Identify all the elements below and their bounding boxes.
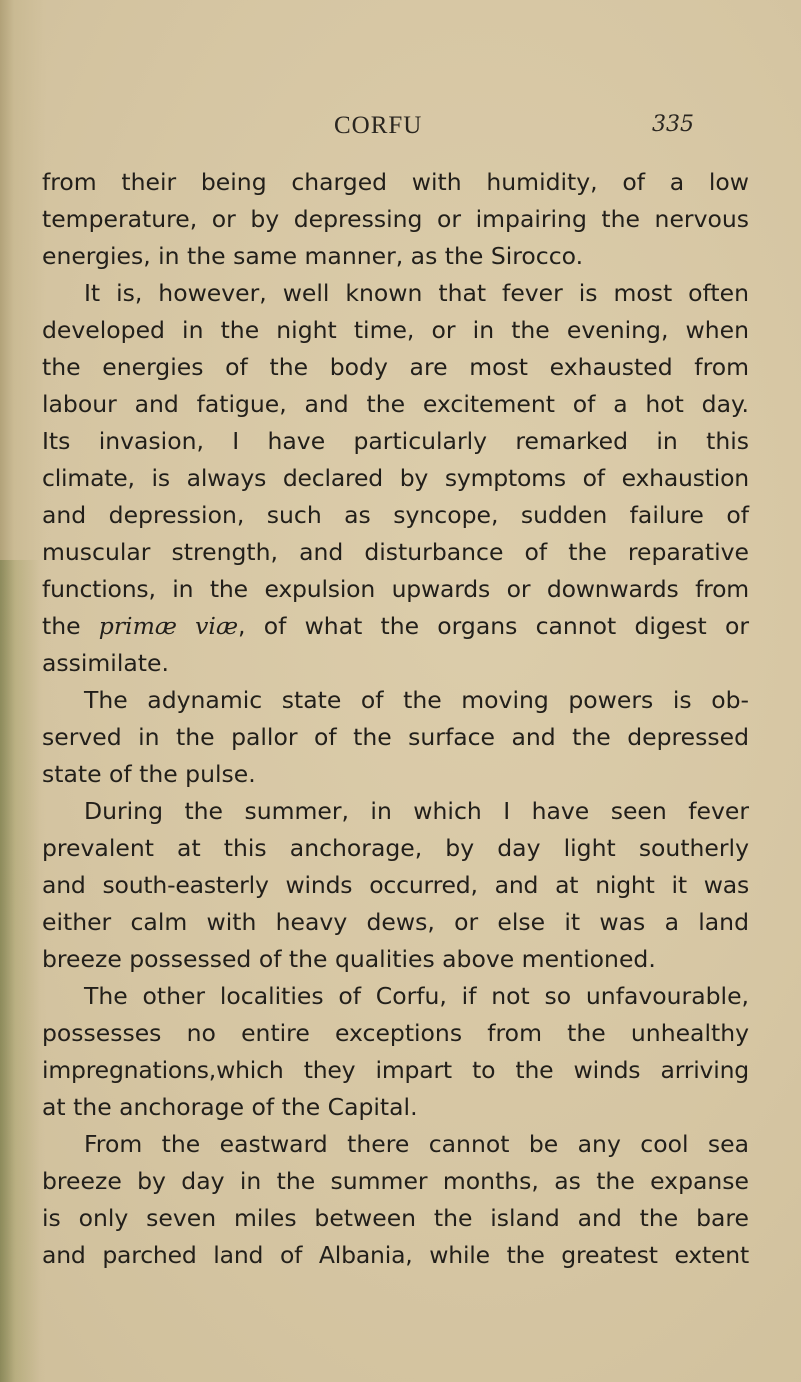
- text-line: labour and fatigue, and the excitement of a hot day.: [42, 390, 749, 418]
- page-number: 335: [652, 112, 694, 137]
- text-fragment: , of what the organs cannot digest or: [238, 612, 750, 640]
- text-line: The adynamic state of the moving powers is ob-: [84, 686, 749, 714]
- page-header: [0, 112, 801, 148]
- text-line: From the eastward there cannot be any cool sea: [84, 1130, 749, 1158]
- text-line: at the anchorage of the Capital.: [42, 1093, 418, 1121]
- text-line: possesses no entire exceptions from the unhealthy: [42, 1019, 749, 1047]
- text-line: and depression, such as syncope, sudden failure of: [42, 501, 749, 529]
- text-line: the energies of the body are most exhausted from: [42, 353, 749, 381]
- text-line: It is, however, well known that fever is most often: [84, 279, 749, 307]
- text-line: state of the pulse.: [42, 760, 256, 788]
- text-line: climate, is always declared by symptoms of exhaustion: [42, 464, 749, 492]
- text-line: developed in the night time, or in the evening, when: [42, 316, 749, 344]
- body-text: [42, 164, 749, 1274]
- text-line: prevalent at this anchorage, by day light southerly: [42, 834, 749, 862]
- text-line: served in the pallor of the surface and the depressed: [42, 723, 749, 751]
- text-line: Its invasion, I have particularly remarked in this: [42, 427, 749, 455]
- text-line: breeze possessed of the qualities above mentioned.: [42, 945, 656, 973]
- text-line: functions, in the expulsion upwards or downwards from: [42, 575, 749, 603]
- page-edge-shadow: [0, 560, 40, 1382]
- text-line: and parched land of Albania, while the greatest extent: [42, 1241, 749, 1269]
- text-line: muscular strength, and disturbance of the reparative: [42, 538, 749, 566]
- text-line: is only seven miles between the island and the bare: [42, 1204, 749, 1232]
- text-line: During the summer, in which I have seen fever: [84, 797, 749, 825]
- running-title: CORFU: [334, 112, 423, 139]
- text-line: from their being charged with humidity, of a low: [42, 168, 749, 196]
- text-line: and south-easterly winds occurred, and at night it was: [42, 871, 749, 899]
- text-line: impregnations,which they impart to the winds arriving: [42, 1056, 749, 1084]
- text-line: assimilate.: [42, 649, 169, 677]
- text-fragment: the: [42, 612, 99, 640]
- text-line: [42, 608, 749, 645]
- text-line: energies, in the same manner, as the Sirocco.: [42, 242, 584, 270]
- text-line: either calm with heavy dews, or else it was a land: [42, 908, 749, 936]
- italic-phrase: primæ viæ: [98, 612, 239, 640]
- text-line: breeze by day in the summer months, as the expanse: [42, 1167, 749, 1195]
- text-line: The other localities of Corfu, if not so unfavourable,: [84, 982, 749, 1010]
- text-line: temperature, or by depressing or impairing the nervous: [42, 205, 749, 233]
